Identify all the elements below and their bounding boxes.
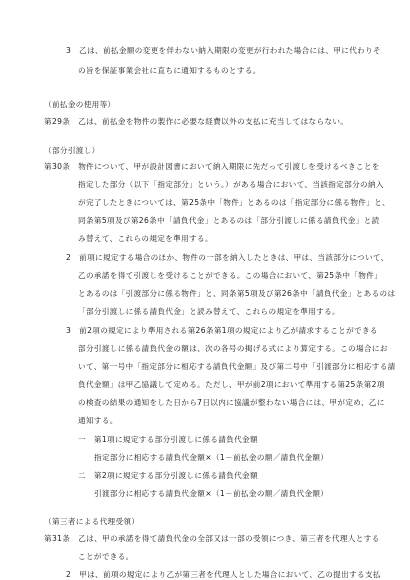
article-30-3-line: の検査の結果の通知をした日から7日以内に協議が整わない場合には、甲が定め、乙に bbox=[78, 398, 385, 407]
article-30-3-line: 通知する。 bbox=[78, 416, 118, 425]
article-31-line: 第31条 乙は、甲の承諾を得て請負代金の全部又は一部の受領につき、第三者を代理人とする bbox=[44, 534, 380, 543]
article-30-2-line: 乙の承諾を得て引渡しを受けることができる。この場合において、第25条中「物件」 bbox=[78, 271, 383, 280]
article-30-2-line: 2 前項に規定する場合のほか、物件の一部を納入したときは、甲は、当該部分について、 bbox=[66, 253, 389, 262]
item-2-formula: 引渡部分に相応する請負代金額×（1－前払金の額／請負代金額） bbox=[94, 489, 329, 498]
item-1-heading: 一 第1項に規定する部分引渡しに係る請負代金額 bbox=[78, 435, 258, 444]
article-30-line: み替えて、これらの規定を準用する。 bbox=[78, 234, 213, 243]
article-heading-29: （前払金の使用等） bbox=[44, 100, 116, 109]
item-1-formula: 指定部分に相応する請負代金額×（1－前払金の額／請負代金額） bbox=[94, 453, 329, 462]
article-30-2-line: とあるのは「引渡部分に係る物件」と、同条第5項及び第26条中「請負代金」とあるのは bbox=[78, 289, 396, 298]
article-30-line: 第30条 物件について、甲が設計図書において納入期限に先だって引渡しを受けるべきことを bbox=[44, 162, 380, 171]
article-30-line: が完了したときについては、第25条中「物件」とあるのは「指定部分に係る物件」と、 bbox=[78, 198, 391, 207]
article-heading-30: （部分引渡し） bbox=[44, 146, 100, 155]
article-30-3-line: いて、第一号中「指定部分に相応する請負代金額」及び第二号中「引渡部分に相応する請 bbox=[78, 362, 396, 371]
article-30-3-line: 部分引渡しに係る請負代金の額は、次の各号の掲げる式により算定する。この場合にお bbox=[78, 344, 388, 353]
article-30-line: 指定した部分（以下「指定部分」という。）がある場合において、当該指定部分の納入 bbox=[78, 180, 384, 189]
article-30-3-line: 3 前2項の規定により準用される第26条第1項の規定により乙が請求することができる bbox=[66, 326, 378, 335]
item-2-heading: 二 第2項に規定する部分引渡しに係る請負代金額 bbox=[78, 471, 258, 480]
paragraph-28-3-line: の旨を保証事業会社に直ちに通知するものとする。 bbox=[78, 66, 261, 75]
article-31-line: ことができる。 bbox=[78, 552, 134, 561]
article-31-2-line: 2 甲は、前項の規定により乙が第三者を代理人とした場合において、乙の提出する支払 bbox=[66, 570, 381, 579]
article-29-line: 第29条 乙は、前払金を物件の製作に必要な経費以外の支払に充当してはならない。 bbox=[44, 117, 349, 126]
paragraph-28-3-line: 3 乙は、前払金額の変更を伴わない納入期限の変更が行われた場合には、甲に代わりそ bbox=[66, 46, 381, 55]
article-heading-31: （第三者による代理受領） bbox=[44, 517, 140, 526]
article-30-line: 同条第5項及び第26条中「請負代金」とあるのは「部分引渡しに係る請負代金」と読 bbox=[78, 216, 380, 225]
article-30-2-line: 「部分引渡しに係る請負代金」と読み替えて、これらの規定を準用する。 bbox=[78, 307, 340, 316]
article-30-3-line: 負代金額」は甲乙協議して定める。ただし、甲が前2項において準用する第25条第2項 bbox=[78, 380, 385, 389]
